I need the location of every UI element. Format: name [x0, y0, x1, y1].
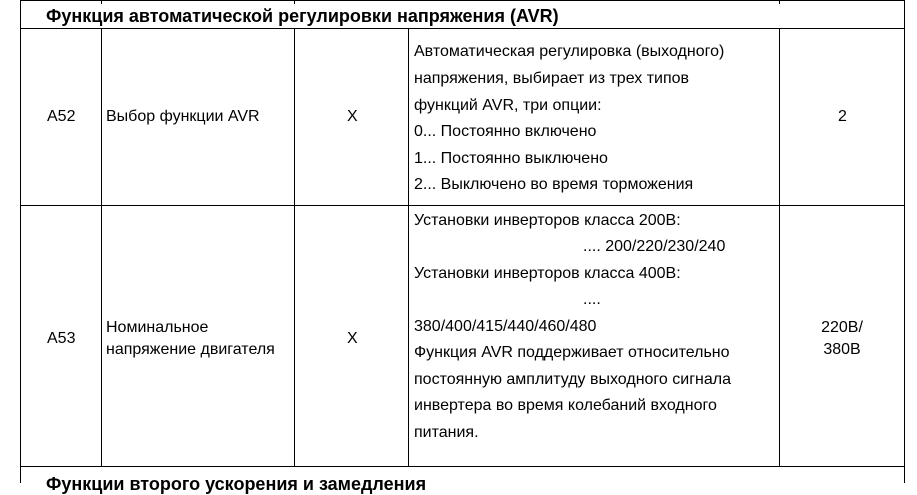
row-description-line: 2... Выключено во время торможения: [414, 176, 694, 193]
row-description-line: функций AVR, три опции:: [414, 97, 602, 114]
row-name: Номинальное: [106, 319, 209, 336]
column-separator-stub: [779, 0, 780, 4]
row-name: напряжение двигателя: [106, 341, 275, 358]
row-description-line: 1... Постоянно выключено: [414, 150, 608, 167]
row-description-line: Автоматическая регулировка (выходного): [414, 43, 725, 60]
row-code: A53: [47, 330, 76, 347]
column-separator: [101, 28, 102, 466]
column-separator-stub: [101, 0, 102, 4]
row-description-line: инвертера во время колебаний входного: [414, 397, 717, 414]
table-bottom-border: [20, 466, 905, 467]
row-code: A52: [47, 108, 76, 125]
row-description-line: постоянную амплитуду выходного сигнала: [414, 371, 731, 388]
row-description-line: Установки инверторов класса 200В:: [414, 212, 681, 229]
row-description-line: 0... Постоянно включено: [414, 123, 597, 140]
row-default-value: 2: [838, 108, 847, 125]
row-description-line: Установки инверторов класса 400В:: [414, 265, 681, 282]
column-separator: [294, 28, 295, 466]
row-description-line: 380/400/415/440/460/480: [414, 318, 597, 335]
row-default-value: 380В: [823, 341, 861, 358]
column-separator-stub: [294, 0, 295, 4]
section-title: Функция автоматической регулировки напряжения (AVR): [46, 6, 559, 26]
row-default-value: 220В/: [821, 319, 863, 336]
table-right-border: [904, 0, 905, 483]
table-top-border: [20, 0, 905, 1]
next-section-title: Функции второго ускорения и замедления: [46, 474, 427, 494]
header-bottom-border: [20, 28, 905, 29]
row-divider: [20, 205, 905, 206]
row-mark: X: [347, 330, 358, 347]
column-separator: [408, 28, 409, 466]
row-mark: X: [347, 108, 358, 125]
row-description-line: напряжения, выбирает из трех типов: [414, 70, 690, 87]
row-name: Выбор функции AVR: [106, 108, 260, 125]
row-description-line: Функция AVR поддерживает относительно: [414, 344, 730, 361]
row-description-line: питания.: [414, 424, 479, 441]
column-separator: [779, 28, 780, 466]
row-description-line: .... 200/220/230/240: [583, 238, 726, 255]
row-description-line: ....: [583, 291, 601, 308]
table-left-border: [20, 0, 21, 483]
